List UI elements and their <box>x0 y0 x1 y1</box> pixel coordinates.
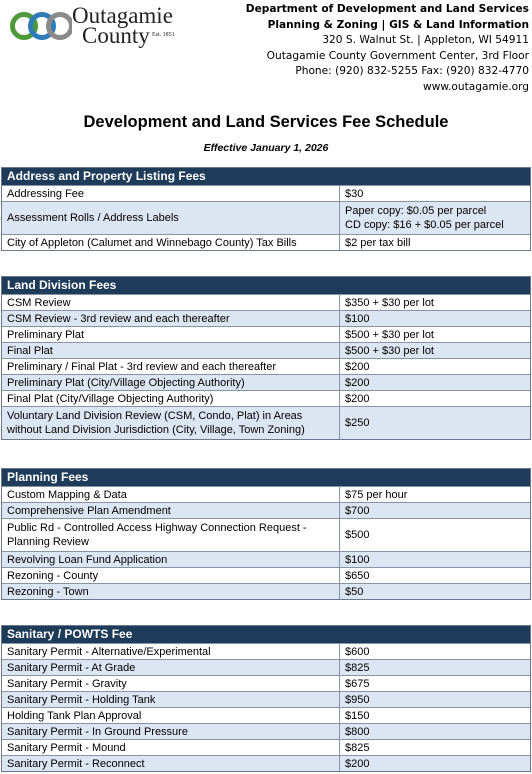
county-logo <box>10 4 180 48</box>
fee-item: Preliminary Plat (City/Village Objecting Authority) <box>7 376 245 389</box>
fee-amount <box>339 407 530 439</box>
fee-row <box>2 707 530 723</box>
fee-amount-text: $100 <box>345 312 370 325</box>
fee-amount-text: $825 <box>345 661 370 674</box>
fee-amount <box>339 584 530 599</box>
fee-amount <box>339 186 530 201</box>
logo-text-county: County <box>82 23 150 48</box>
fee-amount-text-2: CD copy: $16 + $0.05 per parcel <box>345 219 504 231</box>
fee-row <box>2 390 530 406</box>
fee-amount <box>339 568 530 583</box>
fee-amount <box>339 692 530 707</box>
fee-item: Voluntary Land Division Review (CSM, Condo, Plat) in Areas without Land Division Jurisdiction (City, Village, Town Zoning) <box>7 410 305 436</box>
fee-amount-text: $200 <box>345 757 370 770</box>
fee-amount-text: $675 <box>345 677 370 690</box>
fee-amount-text: $75 per hour <box>345 488 408 501</box>
department-name: Department of Development and Land Services <box>245 3 529 15</box>
fee-amount-text: $950 <box>345 693 370 706</box>
fee-amount <box>339 375 530 390</box>
fee-row <box>2 502 530 518</box>
fee-row <box>2 583 530 599</box>
department-phone-fax: Phone: (920) 832-5255 Fax: (920) 832-4770 <box>295 65 529 77</box>
fee-amount <box>339 311 530 326</box>
section-land-division <box>1 276 531 440</box>
fee-row <box>2 201 530 234</box>
fee-item: Sanitary Permit - In Ground Pressure <box>7 725 188 738</box>
fee-row <box>2 659 530 675</box>
fee-amount <box>339 391 530 406</box>
fee-amount-text: Paper copy: $0.05 per parcel <box>345 205 487 217</box>
section-sanitary-powts <box>1 625 531 772</box>
fee-item: Sanitary Permit - At Grade <box>7 661 136 674</box>
fee-amount <box>339 708 530 723</box>
fee-item: Final Plat <box>7 344 53 357</box>
fee-amount-text: $200 <box>345 376 370 389</box>
fee-row <box>2 358 530 374</box>
section-heading: Land Division Fees <box>2 277 530 294</box>
fee-amount-text: $650 <box>345 569 370 582</box>
section-planning <box>1 468 531 600</box>
fee-item: Preliminary / Final Plat - 3rd review and each thereafter <box>7 360 277 373</box>
section-heading: Planning Fees <box>2 469 530 486</box>
fee-row <box>2 739 530 755</box>
fee-amount <box>339 343 530 358</box>
fee-item: Comprehensive Plan Amendment <box>7 504 171 517</box>
fee-item: Revolving Loan Fund Application <box>7 553 168 566</box>
fee-item: City of Appleton (Calumet and Winnebago County) Tax Bills <box>7 236 297 249</box>
fee-amount-text: $250 <box>345 417 370 429</box>
fee-amount-text: $500 <box>345 529 370 541</box>
fee-item: Rezoning - Town <box>7 585 89 598</box>
fee-amount-text: $500 + $30 per lot <box>345 328 434 341</box>
fee-amount <box>339 503 530 518</box>
fee-item: Sanitary Permit - Mound <box>7 741 126 754</box>
department-building: Outagamie County Government Center, 3rd Floor <box>266 49 529 62</box>
fee-amount <box>339 724 530 739</box>
fee-amount <box>339 644 530 659</box>
fee-amount <box>339 552 530 567</box>
fee-item: Addressing Fee <box>7 187 85 200</box>
fee-amount <box>339 202 530 234</box>
effective-date: Effective January 1, 2026 <box>203 142 329 154</box>
fee-item: Final Plat (City/Village Objecting Authority) <box>7 392 214 405</box>
fee-amount-text: $350 + $30 per lot <box>345 296 434 309</box>
fee-row <box>2 518 530 551</box>
fee-item: Assessment Rolls / Address Labels <box>7 212 179 224</box>
fee-row <box>2 234 530 250</box>
fee-row <box>2 691 530 707</box>
fee-amount-text: $700 <box>345 504 370 517</box>
fee-item: Sanitary Permit - Holding Tank <box>7 693 156 706</box>
fee-item: CSM Review - 3rd review and each thereafter <box>7 312 230 325</box>
fee-amount <box>339 740 530 755</box>
section-heading: Sanitary / POWTS Fee <box>2 626 530 643</box>
fee-row <box>2 374 530 390</box>
fee-row <box>2 486 530 502</box>
county-logo-icon <box>10 6 72 48</box>
fee-amount-text: $2 per tax bill <box>345 236 411 249</box>
fee-amount-text: $200 <box>345 360 370 373</box>
fee-row <box>2 755 530 771</box>
fee-amount-text: $600 <box>345 645 370 658</box>
fee-amount-text: $100 <box>345 553 370 566</box>
fee-row <box>2 294 530 310</box>
fee-amount <box>339 295 530 310</box>
section-address-property <box>1 167 531 251</box>
fee-amount-text: $500 + $30 per lot <box>345 344 434 357</box>
fee-item: Sanitary Permit - Reconnect <box>7 757 145 770</box>
fee-row <box>2 342 530 358</box>
fee-item: Holding Tank Plan Approval <box>7 709 142 722</box>
logo-text-outagamie: Outagamie <box>72 3 173 28</box>
fee-item: Preliminary Plat <box>7 328 85 341</box>
fee-row <box>2 567 530 583</box>
fee-row <box>2 675 530 691</box>
department-website[interactable]: www.outagamie.org <box>423 80 529 93</box>
fee-amount-text: $30 <box>345 187 364 200</box>
fee-amount <box>339 756 530 771</box>
fee-row <box>2 551 530 567</box>
fee-amount-text: $150 <box>345 709 370 722</box>
fee-amount <box>339 327 530 342</box>
fee-item: Custom Mapping & Data <box>7 488 127 501</box>
fee-row <box>2 326 530 342</box>
department-contact <box>246 2 529 95</box>
fee-amount <box>339 519 530 551</box>
fee-amount <box>339 487 530 502</box>
document-title: Development and Land Services Fee Schedule <box>83 113 449 131</box>
section-heading: Address and Property Listing Fees <box>2 168 530 185</box>
fee-amount <box>339 359 530 374</box>
fee-row <box>2 185 530 201</box>
fee-row <box>2 643 530 659</box>
fee-amount <box>339 235 530 250</box>
department-divisions: Planning & Zoning | GIS & Land Information <box>267 18 529 31</box>
fee-item: Sanitary Permit - Alternative/Experimental <box>7 645 211 658</box>
fee-item: Public Rd - Controlled Access Highway Connection Request - Planning Review <box>7 522 307 548</box>
fee-row <box>2 723 530 739</box>
fee-row <box>2 310 530 326</box>
department-street-address: 320 S. Walnut St. | Appleton, WI 54911 <box>322 34 529 46</box>
fee-item: Rezoning - County <box>7 569 99 582</box>
fee-amount-text: $825 <box>345 741 370 754</box>
fee-row <box>2 406 530 439</box>
fee-amount <box>339 676 530 691</box>
logo-established: Est. 1851 <box>152 32 175 38</box>
fee-item: CSM Review <box>7 296 71 309</box>
fee-amount-text: $200 <box>345 392 370 405</box>
fee-amount-text: $50 <box>345 585 364 598</box>
fee-item: Sanitary Permit - Gravity <box>7 677 127 690</box>
fee-amount <box>339 660 530 675</box>
fee-amount-text: $800 <box>345 725 370 738</box>
